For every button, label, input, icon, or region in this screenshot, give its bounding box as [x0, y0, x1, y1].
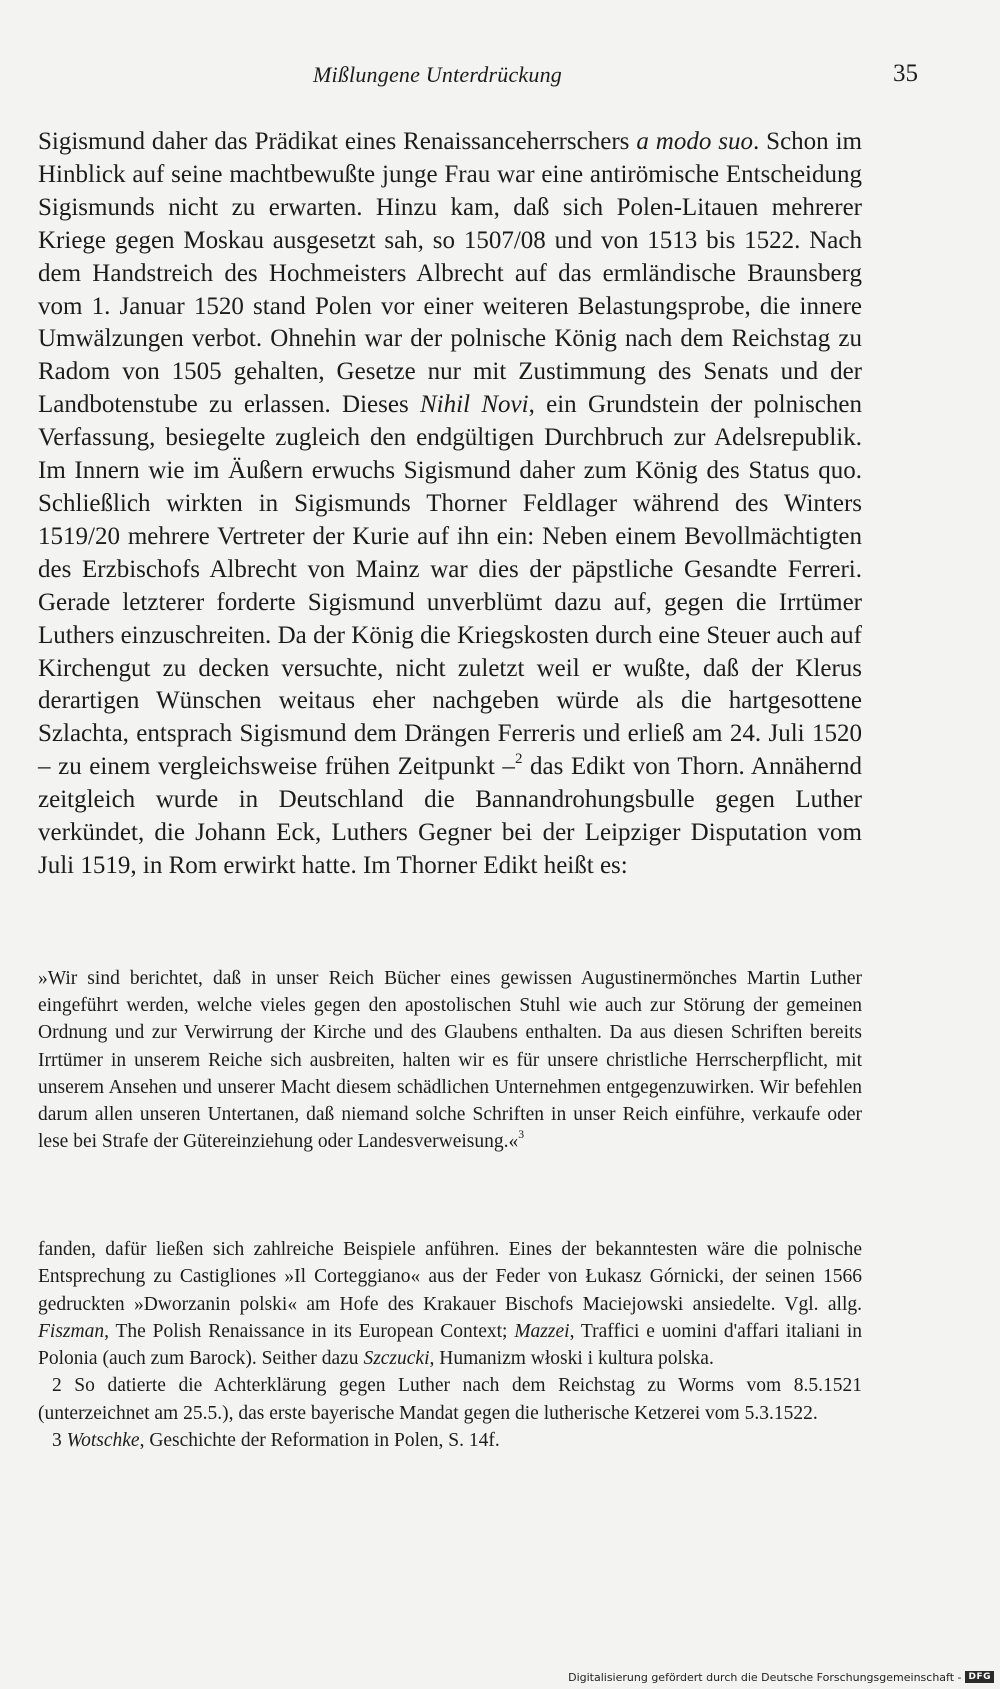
running-head — [38, 62, 920, 98]
text-run: . Schon im Hinblick auf seine machtbewußte junge Frau war eine antirömische Entscheidung Sigismunds nicht zu erwarten. Hinzu kam, daß sich Polen-Litauen mehrerer Kriege gegen Moskau ausgesetzt sah, so 1507/08 und von 1513 bis 1522. Nach dem Handstreich des Hochmeisters Albrecht auf das ermländische Braunsberg vom 1. Januar 1520 stand Polen vor einer weiteren Belastungsprobe, die innere Umwälzungen verbot. Ohnehin war der polnische König nach dem Reichstag zu Radom von 1505 gehalten, Gesetze nur mit Zustimmung des Senats und der Landbotenstube zu erlassen. Dieses — [38, 128, 862, 419]
italic-run: a modo suo — [636, 128, 753, 155]
main-text — [38, 126, 862, 883]
footnote-number: 3 — [52, 1430, 67, 1452]
footer-text: Digitalisierung gefördert durch die Deutsche Forschungsgemeinschaft - — [568, 1670, 962, 1684]
footnote-2: 2 So datierte die Achterklärung gegen Luther nach dem Reichstag zu Worms vom 8.5.1521 (unterzeichnet am 25.5.), das erste bayerische Mandat gegen die lutherische Ketzerei vom 5.3.1522. — [38, 1375, 862, 1424]
author-name: Fiszman — [38, 1320, 105, 1342]
author-name: Szczucki — [363, 1348, 430, 1370]
text-run: , Traffici e uomini d'affari italiani in Polonia (auch zum Barock). Seither dazu — [38, 1320, 862, 1370]
footnote-ref[interactable]: 2 — [514, 750, 523, 767]
footnotes — [38, 1236, 862, 1454]
page-number: 35 — [893, 60, 918, 87]
footnote-ref[interactable]: 3 — [518, 1128, 525, 1142]
text-run: , Geschichte der Reformation in Polen, S. 14f. — [139, 1430, 500, 1452]
italic-run: Nihil Novi — [420, 391, 529, 419]
text-run: Sigismund daher das Prädikat eines Renaissanceherrschers — [38, 128, 637, 155]
footnote-1-continued — [38, 1236, 862, 1372]
text-run: das Edikt von Thorn. Annähernd zeitgleich wurde in Deutschland die Bannandrohungsbulle gegen Luther verkündet, die Johann Eck, Luthers Gegner bei der Leipziger Disputation vom Juli 1519, in Rom erwirkt hatte. Im Thorner Edikt heißt es: — [38, 753, 863, 879]
dfg-logo: DFG — [965, 1671, 994, 1683]
author-name: Wotschke — [66, 1430, 140, 1452]
quote-paragraph — [38, 965, 862, 1155]
text-run: , Humanizm włoski i kultura polska. — [429, 1348, 714, 1370]
text-run: fanden, dafür ließen sich zahlreiche Beispiele anführen. Eines der bekanntesten wäre die polnische Entsprechung zu Castigliones »Il Corteggiano« aus der Feder von Łukasz Górnicki, der seinen 1566 gedruckten »Dworzanin polski« am Hofe des Krakauer Bischofs Maciejowski ansiedelte. Vgl. allg. — [38, 1239, 862, 1315]
main-paragraph — [38, 126, 862, 883]
digitization-footer — [568, 1669, 994, 1685]
author-name: Mazzei — [514, 1320, 570, 1342]
quote-text: »Wir sind berichtet, daß in unser Reich Bücher eines gewissen Augustinermönches Martin Luther eingeführt werden, welche vieles gegen den apostolischen Stuhl wie auch zur Störung der gemeinen Ordnung und zur Verwirrung der Kirche und des Glaubens enthalten. Da aus diesen Schriften bereits Irrtümer in unserem Reiche sich ausbreiten, halten wir es für unsere christliche Herrscherpflicht, mit unserem Ansehen und unserer Macht diesem schädlichen Unternehmen entgegenzuwirken. Wir befehlen darum allen unseren Untertanen, daß niemand solche Schriften in unser Reich einführe, verkaufe oder lese bei Strafe der Gütereinziehung oder Landesverweisung.« — [38, 968, 862, 1153]
running-head-title: Mißlungene Unterdrückung — [313, 62, 562, 87]
text-run: , ein Grundstein der polnischen Verfassung, besiegelte zugleich den endgültigen Durchbruch zur Adelsrepublik. Im Innern wie im Äußern erwuchs Sigismund daher zum König des Status quo. Schließlich wirkten in Sigismunds Thorner Feldlager während des Winters 1519/20 mehrere Vertreter der Kurie auf ihn ein: Neben einem Bevollmächtigten des Erzbischofs Albrecht von Mainz war dies der päpstliche Gesandte Ferreri. Gerade letzterer forderte Sigismund unverblümt dazu auf, gegen die Irrtümer Luthers einzuschreiten. Da der König die Kriegskosten durch eine Steuer auch auf Kirchengut zu decken versuchte, nicht zuletzt weil er wußte, daß der Klerus derartigen Wünschen weitaus eher nachgeben würde als die hartgesottene Szlachta, entsprach Sigismund dem Drängen Ferreris und erließ am 24. Juli 1520 – zu einem vergleichsweise frühen Zeitpunkt – — [38, 391, 862, 781]
block-quote — [38, 965, 862, 1155]
text-run: , The Polish Renaissance in its European Context; — [104, 1320, 515, 1342]
footnote-3 — [38, 1427, 862, 1454]
